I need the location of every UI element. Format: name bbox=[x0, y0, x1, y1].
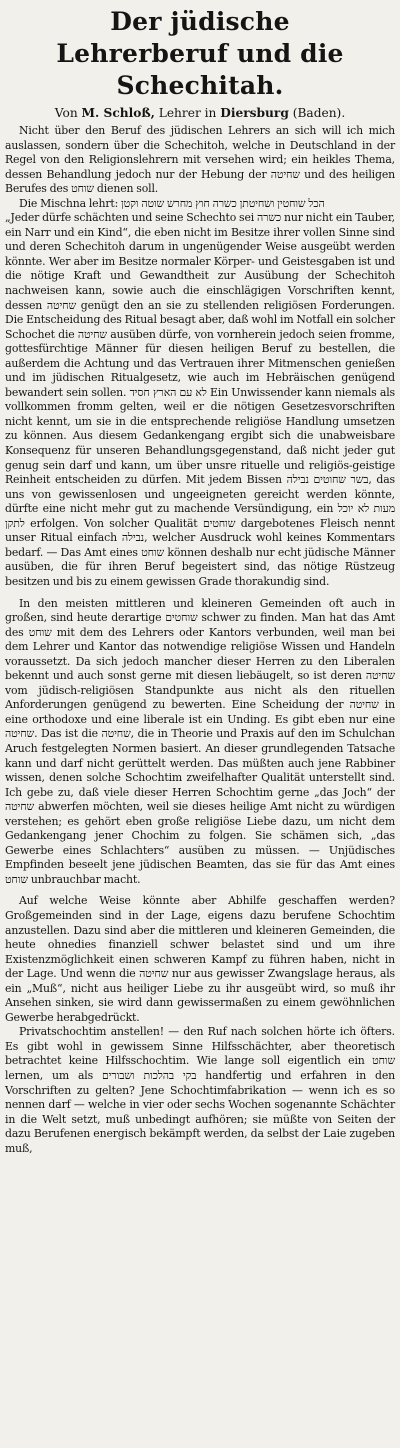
paragraph-qualification: „Jeder dürfe schächten und seine Schechto sei כשרה nur nicht ein Tauber, ein Narr und ein Kind“, die eben nicht im Besitze ihrer vollen Sinne sind und deren Schechitoh darum in ungenügender Weise ausgeübt werden könnte. Wer aber im Besitze normaler Körper- und Geistesgaben ist und die nötige Kraft und Gewandtheit zur Ausübung der Schechitoh nachweisen kann, sowie auch die einschlägigen Vorschriften kennt, dessen שחיטה genügt den an sie zu stellenden religiösen Forderungen. Die Entscheidung des Ritual besagt aber, daß wohl im Notfall ein solcher Schochet die שחיטה ausüben dürfe, von vornherein jedoch seien fromme, gottesfürchtige Männer für diesen heiligen Beruf zu bestellen, die außerdem die Achtung und das Vertrauen ihrer Mitmenschen genießen und im jüdischen Ritualgesetz, wie auch im Hebräischen genügend bewandert sein sollen. לא עם הארץ חסיד Ein Unwissender kann niemals als vollkommen fromm gelten, weil er die nötigen Gesetzesvorschriften nicht kennt, um sie in die entsprechende religiöse Handlung umsetzen zu können. Aus diesem Gedankengang ergibt sich die unabweisbare Konsequenz für unseren Behandlungsgegenstand, daß nicht jeder gut genug sein darf und kann, um über unsre rituelle und religiös-geistige Reinheit entscheiden zu dürfen. Mit jedem Bissen בשר שחוטים נבילה, das uns von gewissenlosen und ungeeigneten gereicht werden könnte, dürfte eine nicht mehr gut zu machende Versündigung, ein מעות לא יוכל לתקן erfolgen. Von solcher Qualität שוחטים dargebotenes Fleisch nennt unser Ritual einfach נבילה, welcher Ausdruck wohl keines Kommentars bedarf. — Das Amt eines שוחט können deshalb nur echt jüdische Männer ausüben, die für ihren Beruf begeistert sind, das nötige Rüstzeug besitzen und bis zu einem gewissen Grade thorakundig sind. bbox=[5, 211, 396, 588]
paragraph-remedy: Auf welche Weise könnte aber Abhilfe geschaffen werden? Großgemeinden sind in der Lage, eigens dazu berufene Schochtim anzustellen. Dazu sind aber die mittleren und kleineren Gemeinden, die heute ohnedies finanziell schwer belastet sind und um ihre Existenzmöglichkeit einen schweren Kampf zu führen haben, nicht in der Lage. Und wenn die שחיטה nur aus gewisser Zwangslage heraus, als ein „Muß“, nicht aus heiliger Liebe zu ihr ausgeübt wird, so muß ihr Ansehen sinken, sie wird dann gewissermaßen zu einem gewöhnlichen Gewerbe herabgedrückt. bbox=[5, 894, 395, 1024]
article-title bbox=[5, 6, 395, 102]
byline bbox=[5, 106, 395, 121]
author-region: (Baden). bbox=[292, 106, 346, 120]
author-role: Lehrer in bbox=[158, 106, 217, 120]
paragraph-intro: Nicht über den Beruf des jüdischen Lehrers an sich will ich mich auslassen, sondern über die Schechitoh, welche in Deutschland in der Regel von den Religionslehrern mit versehen wird; ein heikles Thema, dessen Behandlung jedoch nur der Hebung der שחיטה und des heiligen Berufes des שוחט dienen soll. bbox=[5, 124, 395, 196]
paragraph-mishna: Die Mischna lehrt: הכל שוחטין ושחיטתן כשרה חוץ מחרש שוטה וקטן bbox=[19, 196, 325, 210]
author-name: M. Schloß, bbox=[81, 106, 155, 120]
byline-prefix: Von bbox=[54, 106, 78, 120]
title-line-2: Lehrerberuf und die Schechitah. bbox=[56, 39, 344, 100]
paragraph-private-schochtim: Privatschochtim anstellen! — den Ruf nach solchen hörte ich öfters. Es gibt wohl in gewissem Sinne Hilfsschächter, aber theoretisch betrachtet keine Hilfsschochtim. Wie lange soll eigentlich ein שוחט lernen, um als בקי בהלכות ושבורים handfertig und erfahren in den Vorschriften zu gelten? Jene Schochtimfabrikation — wenn ich es so nennen darf — welche in vier oder sechs Wochen sogenannte Schächter in die Welt setzt, muß unbedingt aufhören; sie müßte von Seiten der dazu Berufenen energisch bekämpft werden, da selbst der Laie zugeben muß, bbox=[5, 1025, 395, 1155]
paragraph-communities: In den meisten mittleren und kleineren Gemeinden oft auch in großen, sind heute derartige שוחטים schwer zu finden. Man hat das Amt des שוחט mit dem des Lehrers oder Kantors verbunden, weil man bei dem Lehrer und Kantor das notwendige religiöse Wissen und Handeln voraussetzt. Da sich jedoch mancher dieser Herren zu den Liberalen bekennt und auch sonst gerne mit diesen liebäugelt, so ist deren שחיטה vom jüdisch-religiösen Standpunkte aus nicht als den rituellen Anforderungen genügend zu bewerten. Eine Scheidung der שחיטה in eine orthodoxe und eine liberale ist ein Unding. Es gibt eben nur eine שחיטה. Das ist die שחיטה, die in Theorie und Praxis auf den im Schulchan Aruch festgelegten Normen basiert. An dieser grundlegenden Tatsache kann und darf nicht gerüttelt werden. Das müßten auch jene Rabbiner wissen, denen solche Schochtim zweifelhafter Qualität unterstellt sind. Ich gebe zu, daß viele dieser Herren Schochtim gerne „das Joch“ der שחיטה abwerfen möchten, weil sie dieses heilige Amt nicht zu würdigen verstehen; es gehört eben große religiöse Liebe dazu, um nicht dem Gedankengang jener Chochim zu folgen. Sie schämen sich, „das Gewerbe eines Schlachters“ ausüben zu müssen. — Unjüdisches Empfinden beseelt jene jüdischen Beamten, das sie für das Amt eines שוחט unbrauchbar macht. bbox=[5, 596, 395, 886]
author-place: Diersburg bbox=[220, 106, 289, 120]
title-line-1: Der jüdische bbox=[110, 7, 290, 36]
article-body bbox=[5, 124, 395, 1156]
